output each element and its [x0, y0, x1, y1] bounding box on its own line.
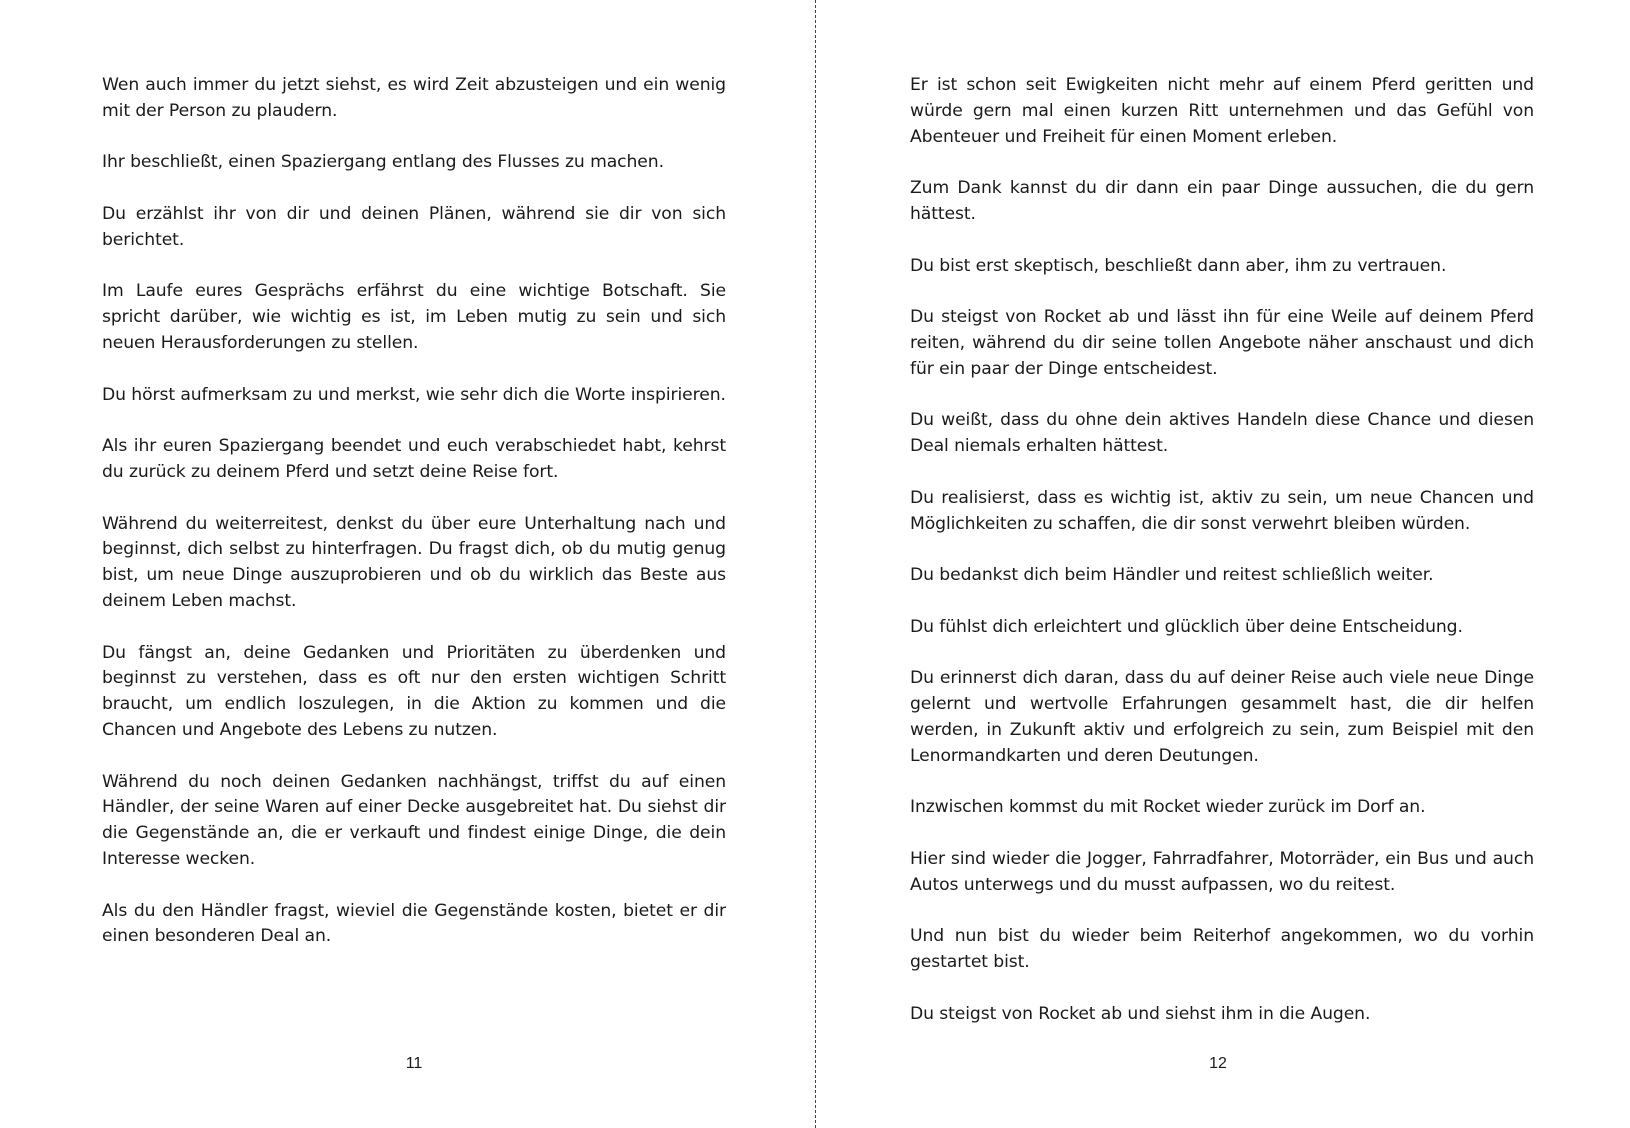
paragraph: Du fühlst dich erleichtert und glücklich über deine Entscheidung.: [910, 616, 1463, 637]
paragraph: Er ist schon seit Ewigkeiten nicht mehr auf einem Pferd geritten und würde gern mal einen kurzen Ritt unternehmen und das Gefühl von Abenteuer und Freiheit für einen Moment erleben.: [910, 75, 1534, 147]
paragraph: Inzwischen kommst du mit Rocket wieder zurück im Dorf an.: [910, 797, 1426, 818]
paragraph: Du realisierst, dass es wichtig ist, aktiv zu sein, um neue Chancen und Möglichkeiten zu schaffen, die dir sonst verwehrt bleiben würden.: [910, 487, 1534, 534]
paragraph: Als ihr euren Spaziergang beendet und euch verabschiedet habt, kehrst du zurück zu deinem Pferd und setzt deine Reise fort.: [102, 436, 726, 482]
paragraph: Ihr beschließt, einen Spaziergang entlang des Flusses zu machen.: [102, 152, 664, 173]
paragraph: Als du den Händler fragst, wieviel die Gegenstände kosten, bietet er dir einen besonderen Deal an.: [102, 900, 726, 947]
paragraph: Während du noch deinen Gedanken nachhängst, triffst du auf einen Händler, der seine Waren auf einer Decke ausgebreitet hat. Du siehst dir die Gegenstände an, die er verkauft und findest einige Dinge, die dein Interesse wecken.: [102, 771, 726, 869]
right-page: [816, 0, 1630, 1128]
left-page-text: [102, 73, 726, 976]
paragraph: Du fängst an, deine Gedanken und Prioritäten zu überdenken und beginnst zu verstehen, dass es oft nur den ersten wichtigen Schritt braucht, um endlich loszulegen, in die Aktion zu kommen und die Chancen und Angebote des Lebens zu nutzen.: [102, 642, 726, 740]
right-page-text: [910, 73, 1534, 1053]
paragraph: Du erzählst ihr von dir und deinen Plänen, während sie dir von sich berichtet.: [102, 203, 726, 250]
paragraph: Du steigst von Rocket ab und lässt ihn für eine Weile auf deinem Pferd reiten, während du dir seine tollen Angebote näher anschaust und dich für ein paar der Dinge entscheidest.: [910, 307, 1534, 379]
paragraph: Hier sind wieder die Jogger, Fahrradfahrer, Motorräder, ein Bus und auch Autos unterwegs und du musst aufpassen, wo du reitest.: [910, 848, 1534, 895]
paragraph: Du bist erst skeptisch, beschließt dann aber, ihm zu vertrauen.: [910, 255, 1447, 276]
page-number-right: 12: [1209, 1055, 1227, 1072]
paragraph: Du bedankst dich beim Händler und reitest schließlich weiter.: [910, 565, 1434, 586]
paragraph: Du erinnerst dich daran, dass du auf deiner Reise auch viele neue Dinge gelernt und wertvolle Erfahrungen gesammelt hast, die dir helfen werden, in Zukunft aktiv und erfolgreich zu sein, zum Beispiel mit den Lenormandkarten und deren Deutungen.: [910, 668, 1534, 766]
paragraph: Wen auch immer du jetzt siehst, es wird Zeit abzusteigen und ein wenig mit der Person zu plaudern.: [102, 75, 726, 121]
paragraph: Zum Dank kannst du dir dann ein paar Dinge aussuchen, die du gern hättest.: [910, 178, 1534, 224]
paragraph: Im Laufe eures Gesprächs erfährst du eine wichtige Botschaft. Sie spricht darüber, wie wichtig es ist, im Leben mutig zu sein und sich neuen Herausforderungen zu stellen.: [102, 281, 726, 353]
page-number-left: 11: [405, 1055, 423, 1072]
paragraph: Du steigst von Rocket ab und siehst ihm in die Augen.: [910, 1003, 1371, 1024]
paragraph: Du weißt, dass du ohne dein aktives Handeln diese Chance und diesen Deal niemals erhalten hättest.: [910, 410, 1534, 457]
paragraph: Du hörst aufmerksam zu und merkst, wie sehr dich die Worte inspirieren.: [102, 384, 726, 405]
paragraph: Und nun bist du wieder beim Reiterhof angekommen, wo du vorhin gestartet bist.: [910, 926, 1534, 973]
paragraph: Während du weiterreitest, denkst du über eure Unterhaltung nach und beginnst, dich selbst zu hinterfragen. Du fragst dich, ob du mutig genug bist, um neue Dinge auszuprobieren und ob du wirklich das Beste aus deinem Leben machst.: [102, 513, 726, 611]
